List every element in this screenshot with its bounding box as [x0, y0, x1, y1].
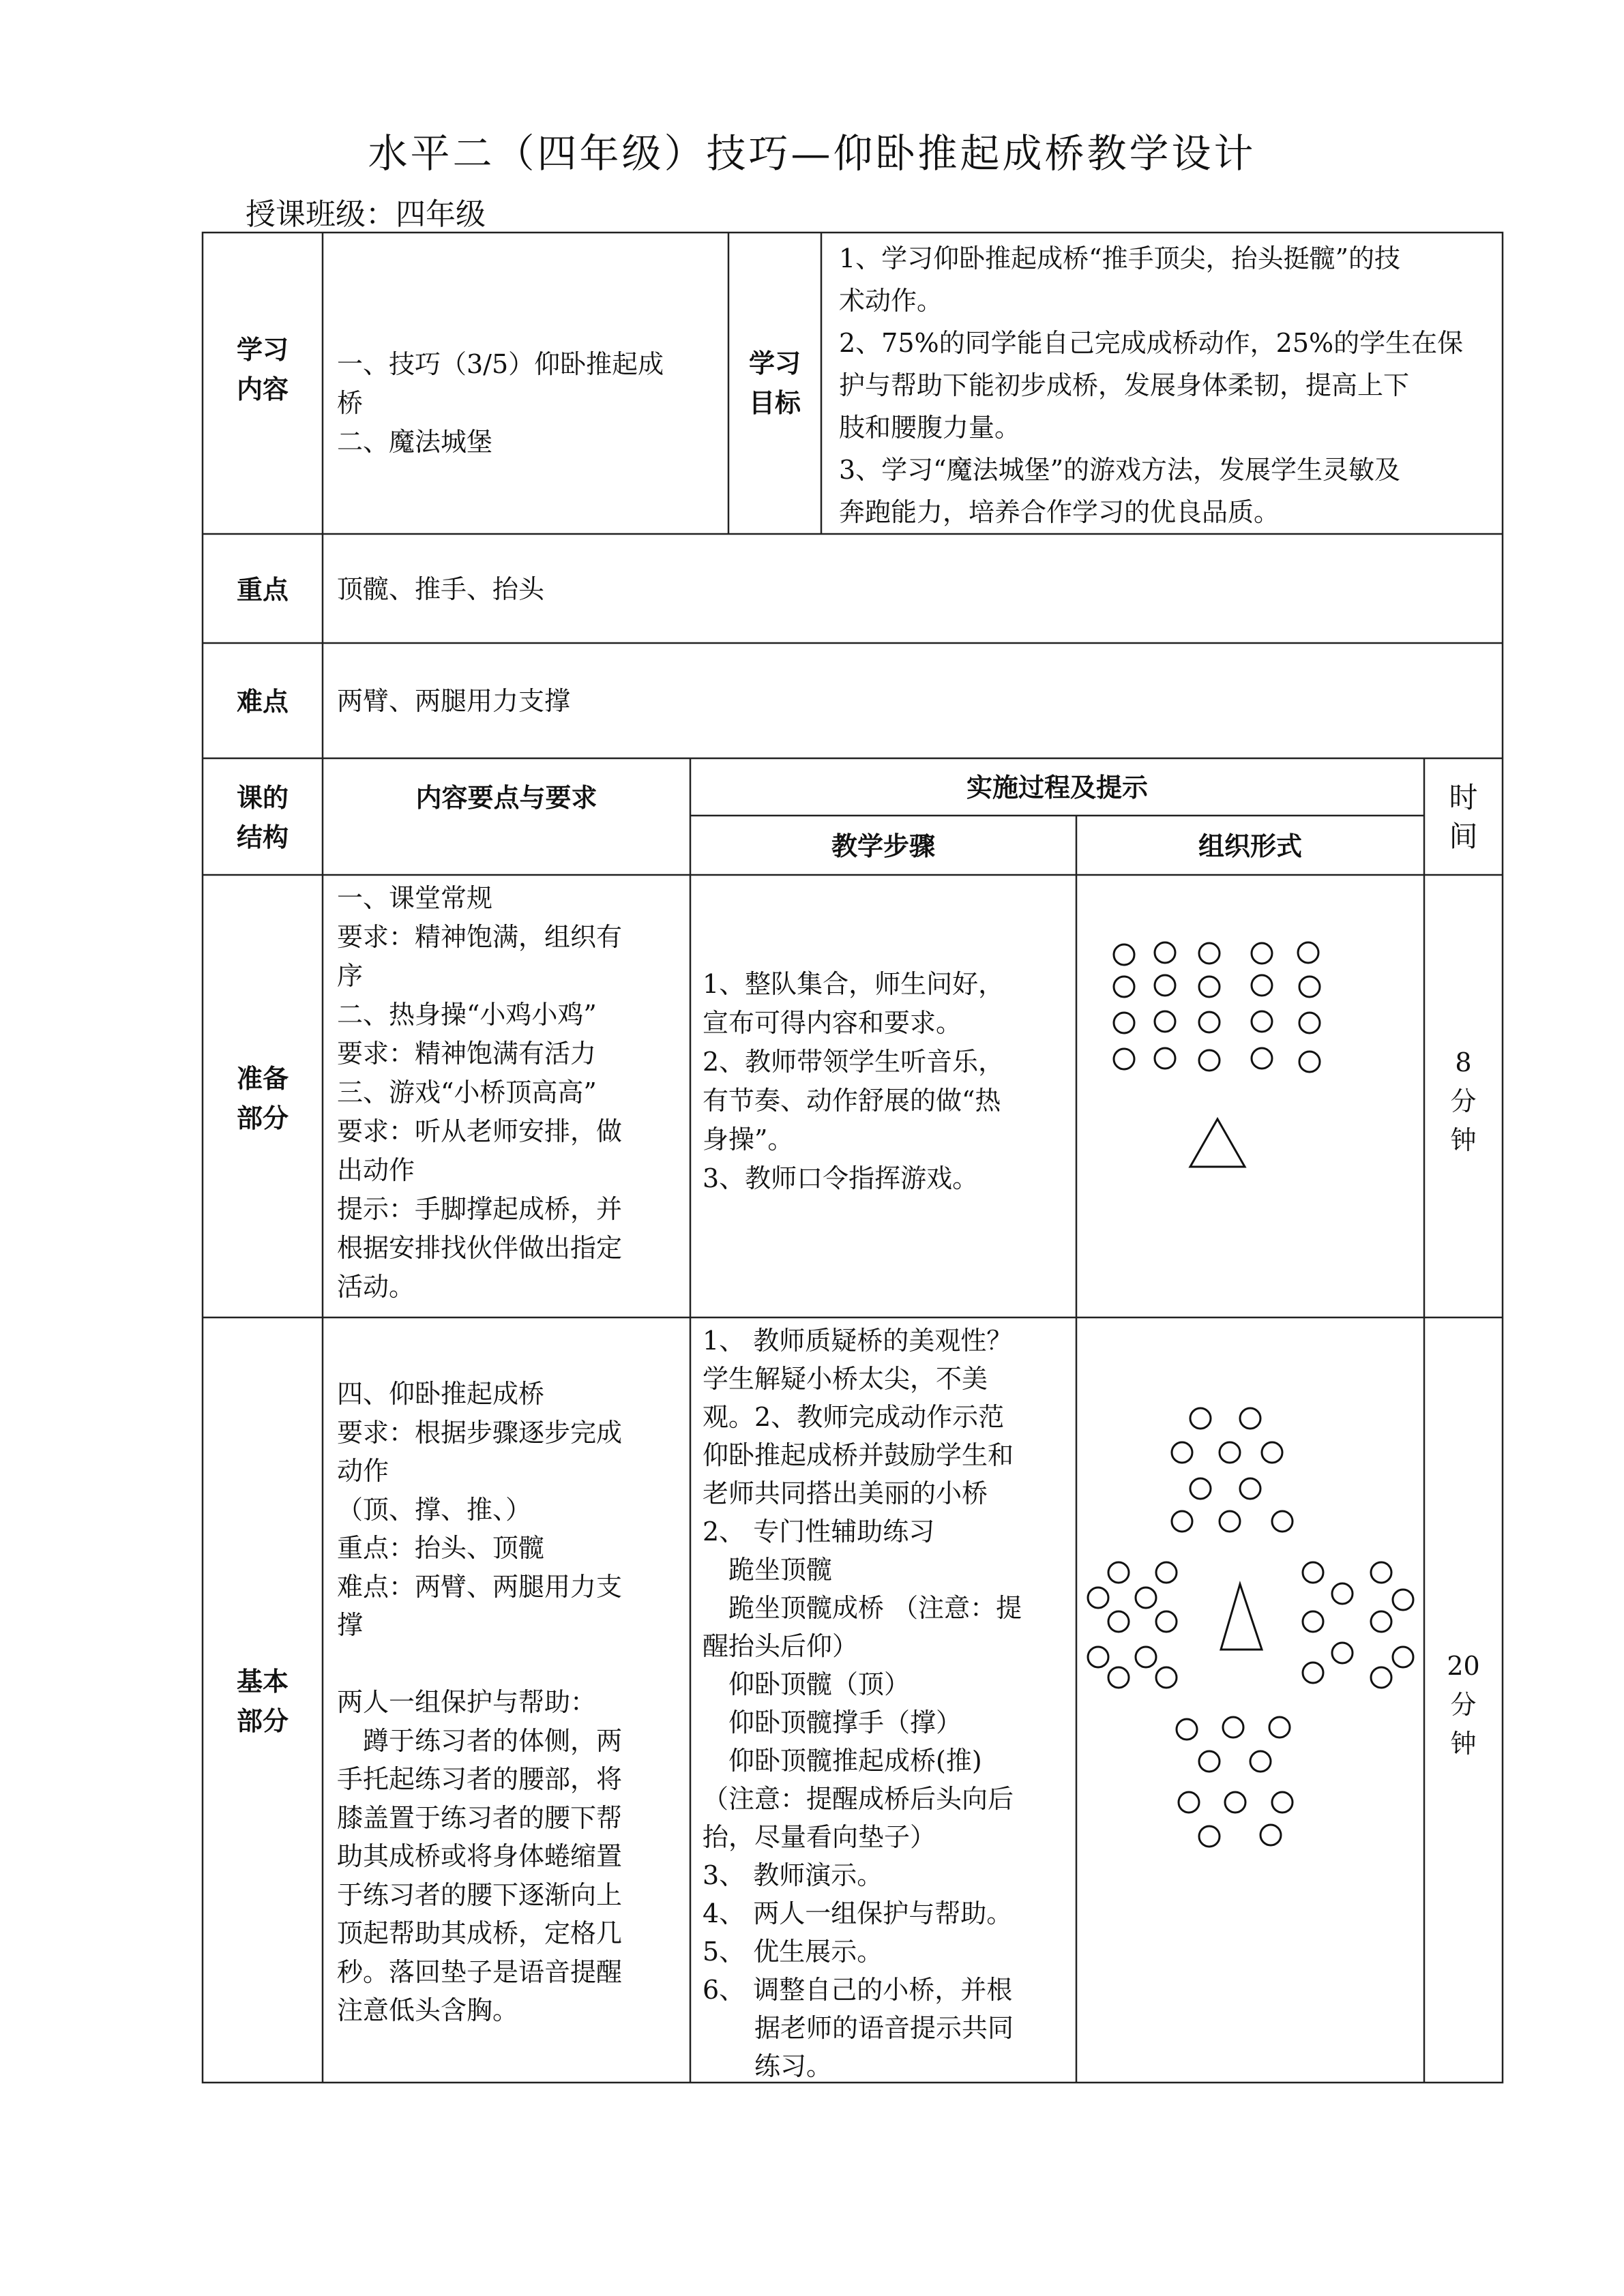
student-circle-icon	[1108, 1562, 1129, 1583]
student-circle-icon	[1108, 1667, 1129, 1688]
student-circle-icon	[1088, 1587, 1108, 1608]
teacher-triangle-icon	[1221, 1584, 1262, 1650]
student-circle-icon	[1240, 1478, 1260, 1499]
student-circle-icon	[1220, 1511, 1240, 1532]
student-circle-icon	[1199, 1826, 1220, 1847]
student-circle-icon	[1303, 1663, 1323, 1683]
student-circle-icon	[1269, 1717, 1290, 1738]
student-circle-icon	[1177, 1719, 1197, 1740]
document-title: 水平二（四年级）技巧—仰卧推起成桥教学设计	[368, 130, 1256, 177]
student-circle-icon	[1393, 1647, 1413, 1667]
preparation-content: 一、课堂常规 要求：精神饱满，组织有 序 二、热身操“小鸡小鸡” 要求：精神饱满有活力 三、游戏“小桥顶高高” 要求：听从老师安排，做 出动作 提示：手脚撑起成桥，并 根据安排找伙伴做出指定 活动。	[337, 883, 623, 1302]
student-circle-icon	[1156, 1562, 1177, 1583]
student-circle-icon	[1190, 1408, 1211, 1429]
student-circle-icon	[1393, 1590, 1413, 1610]
header-structure: 课的 结构	[236, 783, 289, 852]
student-circle-icon	[1303, 1611, 1323, 1632]
student-circle-icon	[1172, 1511, 1192, 1532]
student-circle-icon	[1240, 1408, 1260, 1429]
key-point-label: 重点	[236, 575, 289, 605]
student-circle-icon	[1262, 1442, 1282, 1463]
student-circle-icon	[1220, 1442, 1240, 1463]
student-circle-icon	[1250, 1751, 1271, 1772]
student-circle-icon	[1223, 1717, 1243, 1738]
learning-content-text: 一、技巧（3/5）仰卧推起成 桥 二、魔法城堡	[337, 349, 664, 457]
student-circle-icon	[1272, 1792, 1293, 1813]
student-circle-icon	[1371, 1667, 1391, 1688]
basic-time: 20 分 钟	[1447, 1651, 1480, 1759]
preparation-steps: 1、整队集合，师生问好， 宣布可得内容和要求。 2、教师带领学生听音乐， 有节奏、动作舒展的做“热 身操”。 3、教师口令指挥游戏。	[703, 969, 1005, 1193]
student-circle-icon	[1332, 1643, 1353, 1663]
student-circle-icon	[1156, 1667, 1177, 1688]
student-circle-icon	[1272, 1511, 1293, 1532]
learning-goal-text: 1、学习仰卧推起成桥“推手顶尖，抬头挺髋”的技 术动作。 2、75%的同学能自己完成成桥动作，25%的学生在保 护与帮助下能初步成桥，发展身体柔韧，提高上下 肢和腰腹力量。 3、学习“魔法城堡”的游戏方法，发展学生灵敏及 奔跑能力，培养合作学习的优良品质。	[839, 243, 1464, 527]
learning-content-label: 学习 内容	[236, 335, 289, 404]
header-content: 内容要点与要求	[415, 783, 597, 813]
student-circle-icon	[1371, 1611, 1391, 1632]
student-circle-icon	[1156, 1611, 1177, 1632]
student-circle-icon	[1199, 1751, 1220, 1772]
student-circle-icon	[1225, 1792, 1245, 1813]
header-organization: 组织形式	[1198, 831, 1302, 861]
key-point-text: 顶髋、推手、抬头	[337, 574, 545, 604]
student-circle-icon	[1190, 1478, 1211, 1499]
basic-steps: 1、 教师质疑桥的美观性？ 学生解疑小桥太尖，不美 观。2、教师完成动作示范 仰卧推起成桥并鼓励学生和 老师共同搭出美丽的小桥 2、 专门性辅助练习 跪坐顶髋 跪坐顶髋成桥 （注意：提 醒抬头后仰） 仰卧顶髋（顶） 仰卧顶髋撑手（撑） 仰卧顶髋推起成桥(推) （注意：提醒成桥后头向后 抬，尽量看向垫子） 3、 教师演示。 4、 两人一组保护与帮助。 5、 优生展示。 6、 调整自己的小桥，并根 据老师的语音提示共同 练习。	[703, 1326, 1022, 2081]
student-circle-icon	[1136, 1587, 1156, 1608]
header-steps: 教学步骤	[831, 831, 935, 861]
basic-content: 四、仰卧推起成桥 要求：根据步骤逐步完成 动作 （顶、撑、推、） 重点：抬头、顶髋 难点：两臂、两腿用力支 撑 两人一组保护与帮助： 蹲于练习者的体侧，两 手托起练习者的腰部，将 膝盖置于练习者的腰下帮 助其成桥或将身体蜷缩置 于练习者的腰下逐渐向上 顶起帮助其成桥，定格几 秒。落回垫子是语音提醒 注意低头含胸。	[337, 1379, 623, 2025]
student-circle-icon	[1136, 1647, 1156, 1667]
student-circle-icon	[1108, 1611, 1129, 1632]
preparation-time: 8 分 钟	[1450, 1047, 1477, 1155]
student-circle-icon	[1172, 1442, 1192, 1463]
difficulty-label: 难点	[236, 687, 289, 717]
header-process: 实施过程及提示	[966, 773, 1148, 803]
student-circle-icon	[1260, 1825, 1281, 1845]
student-circle-icon	[1303, 1562, 1323, 1583]
student-circle-icon	[1332, 1583, 1353, 1604]
student-circle-icon	[1371, 1562, 1391, 1583]
difficulty-text: 两臂、两腿用力支撑	[337, 686, 571, 716]
student-circle-icon	[1088, 1647, 1108, 1667]
class-info: 授课班级：四年级	[246, 197, 486, 232]
part-basic: 基本 部分	[236, 1667, 289, 1736]
part-preparation: 准备 部分	[236, 1064, 289, 1133]
header-time: 时 间	[1449, 781, 1478, 853]
learning-goal-label: 学习 目标	[748, 348, 801, 418]
student-circle-icon	[1179, 1792, 1199, 1813]
